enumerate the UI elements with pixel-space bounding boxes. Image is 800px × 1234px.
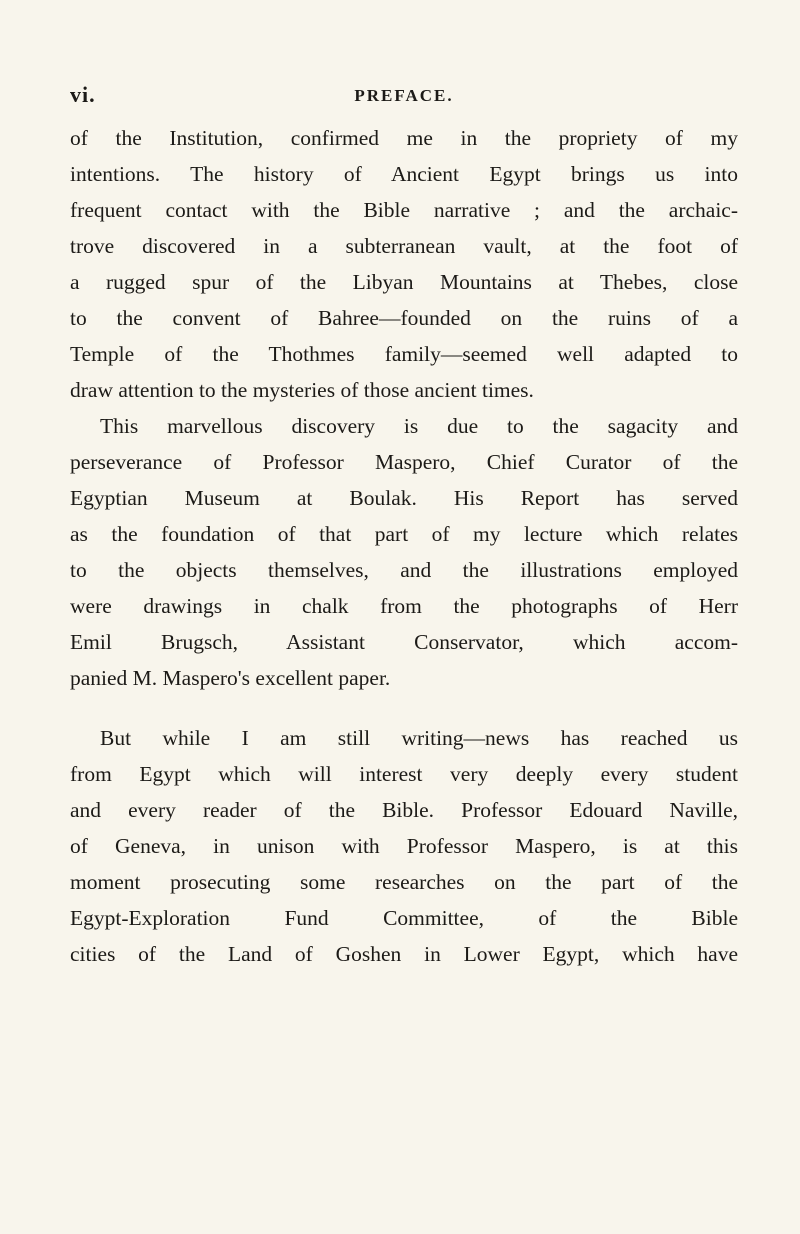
text-line: draw attention to the mysteries of those ancient times. xyxy=(70,378,534,402)
text-line: of the Institution, confirmed me in the propriety of my xyxy=(70,126,738,150)
text-line: perseverance of Professor Maspero, Chief Curator of the xyxy=(70,450,738,474)
text-line: frequent contact with the Bible narrative ; and the archaic- xyxy=(70,198,738,222)
text-line: This marvellous discovery is due to the sagacity and xyxy=(100,414,738,438)
text-line: intentions. The history of Ancient Egypt brings us into xyxy=(70,162,738,186)
text-line: and every reader of the Bible. Professor Edouard Naville, xyxy=(70,798,738,822)
text-line: as the foundation of that part of my lecture which relates xyxy=(70,522,738,546)
text-line: to the objects themselves, and the illustrations employed xyxy=(70,558,738,582)
text-line: panied M. Maspero's excellent paper. xyxy=(70,666,391,690)
text-line: cities of the Land of Goshen in Lower Egypt, which have xyxy=(70,942,738,966)
text-line: moment prosecuting some researches on the part of the xyxy=(70,870,738,894)
text-line: trove discovered in a subterranean vault, at the foot of xyxy=(70,234,738,258)
page-number: vi. xyxy=(70,82,96,107)
text-line: Egyptian Museum at Boulak. His Report has served xyxy=(70,486,738,510)
text-line: Egypt-Exploration Fund Committee, of the Bible xyxy=(70,906,738,930)
text-line: to the convent of Bahree—founded on the ruins of a xyxy=(70,306,738,330)
text-line: Emil Brugsch, Assistant Conservator, which accom- xyxy=(70,630,738,654)
text-line: were drawings in chalk from the photographs of Herr xyxy=(70,594,738,618)
text-line: Temple of the Thothmes family—seemed well adapted to xyxy=(70,342,738,366)
text-line: from Egypt which will interest very deeply every student xyxy=(70,762,738,786)
text-line: But while I am still writing—news has reached us xyxy=(100,726,738,750)
running-head-title: PREFACE. xyxy=(354,86,454,105)
text-line: of Geneva, in unison with Professor Maspero, is at this xyxy=(70,834,738,858)
body-text xyxy=(70,120,738,972)
text-line: a rugged spur of the Libyan Mountains at Thebes, close xyxy=(70,270,738,294)
running-head xyxy=(70,82,738,112)
paragraph-spacer xyxy=(70,696,738,720)
